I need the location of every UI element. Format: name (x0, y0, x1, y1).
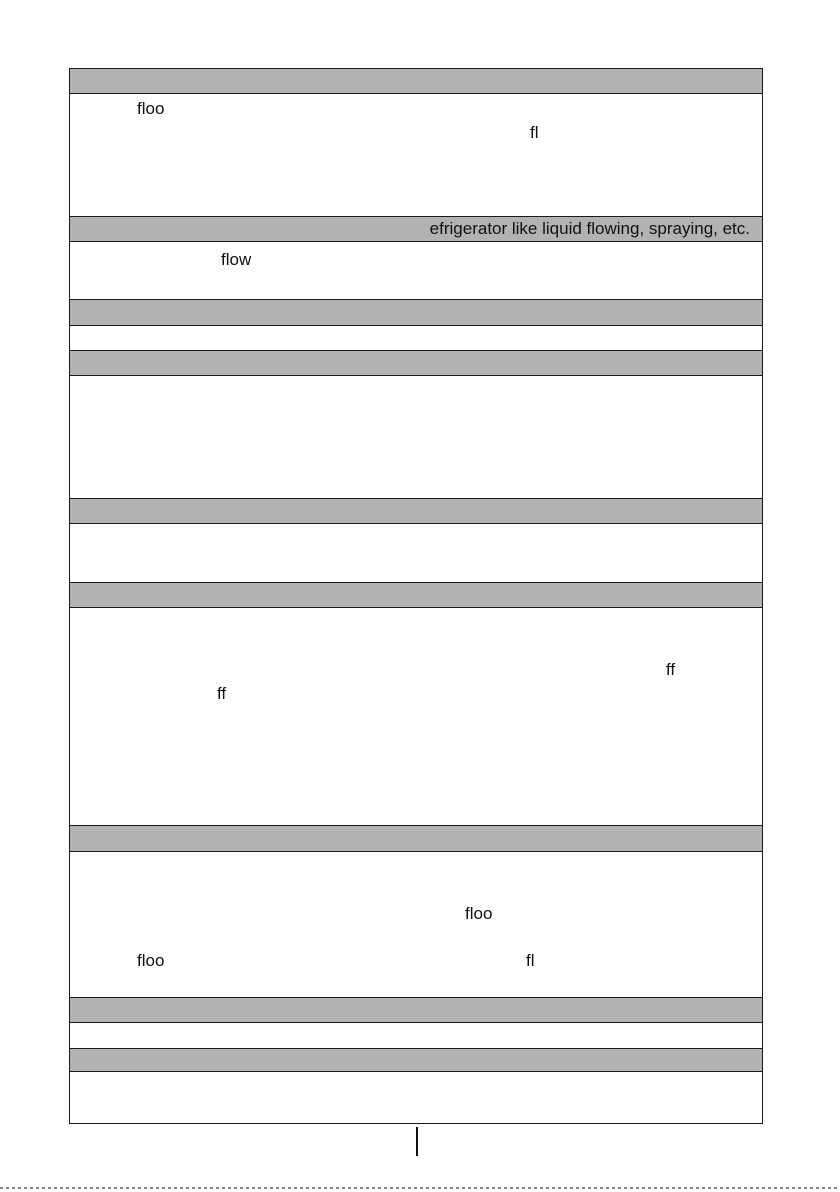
section-8-body (69, 1022, 763, 1049)
section-3-header (69, 299, 763, 326)
section-4-body (69, 375, 763, 499)
page-number-marker (416, 1127, 418, 1156)
text-fragment: fl (526, 951, 535, 970)
text-fragment: floo (465, 904, 493, 923)
section-2-header-text: efrigerator like liquid flowing, spraying, etc. (429, 219, 750, 238)
section-8-header (69, 997, 763, 1023)
section-1-header (69, 68, 763, 94)
section-9-header (69, 1048, 763, 1072)
section-5-header (69, 498, 763, 524)
section-9-body (69, 1071, 763, 1124)
section-5-body (69, 523, 763, 583)
text-fragment: fl (530, 123, 539, 142)
section-7-body (69, 851, 763, 998)
section-6-body (69, 607, 763, 826)
section-3-body (69, 325, 763, 351)
section-2-header (69, 216, 763, 242)
text-fragment: flow (221, 250, 252, 269)
section-7-header (69, 825, 763, 852)
section-4-header (69, 350, 763, 376)
section-6-header (69, 582, 763, 608)
text-fragment: floo (137, 951, 165, 970)
section-1-body (69, 93, 763, 217)
text-fragment: ff (217, 684, 227, 703)
text-fragment: ff (666, 660, 676, 679)
text-fragment: floo (137, 99, 165, 118)
section-2-body (69, 241, 763, 300)
page-edge-divider (0, 1187, 840, 1189)
